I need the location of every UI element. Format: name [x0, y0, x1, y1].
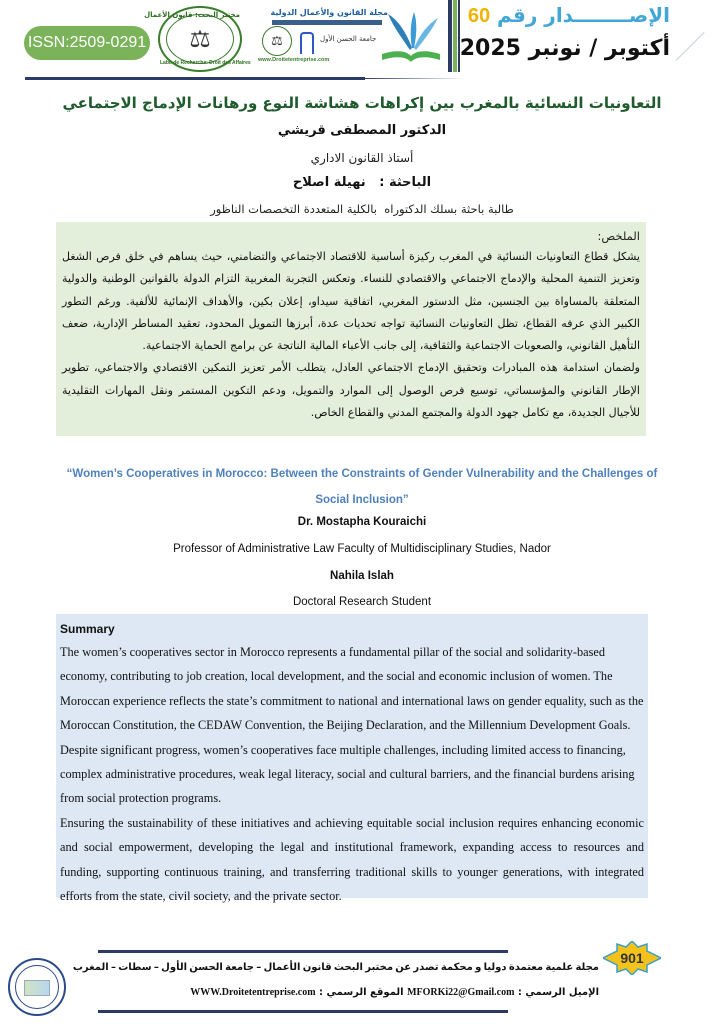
- research-lab-seal: [144, 6, 251, 72]
- header-divider-navy: [448, 0, 452, 72]
- arabic-researcher-name: الباحثة : نهيلة اصلاح: [292, 175, 432, 190]
- footer-email-label: الإميل الرسمي :: [517, 987, 599, 998]
- header-rule: [25, 77, 365, 80]
- english-researcher-affiliation: Doctoral Research Student: [292, 596, 432, 608]
- university-emblem-icon: [300, 32, 314, 54]
- university-name: جامعة الحسن الأول: [320, 35, 377, 43]
- open-book-icon: [380, 10, 442, 66]
- arabic-abstract-paragraph: ولضمان استدامة هذه المبادرات وتحقيق الإدماج الاجتماعي العادل، يتطلب الأمر تعزيز التمكين الاقتصادي والاجتماعي، تطوير الإطار القانوني والمؤسساتي، توسيع فرص الوصول إلى الموارد والتمويل، ودعم التكوين المستمر ونقل المهارات التقليدية للأجيال الجديدة، مع تكامل جهود الدولة والمجتمع المدني والقطاع الخاص.: [62, 361, 640, 420]
- header-rule-fade: [365, 78, 465, 79]
- english-summary-paragraph: Ensuring the sustainability of these initiatives and achieving equitable social inclusion requires enhancing economic and social empowerment, developing the legal and institutional framework, expanding access to resources and funding, supporting continuous training, and transferring traditional skills to younger generations, with integrated efforts from the state, civil society, and the private sector.: [60, 815, 644, 904]
- arabic-abstract-paragraph: يشكل قطاع التعاونيات النسائية في المغرب ركيزة أساسية للاقتصاد الاجتماعي والتضامني، حيث يساهم في خلق فرص الشغل وتعزيز التنمية المحلية والإدماج الاجتماعي والاقتصادي للنساء. وتعكس التجربة المغربية التزام الدولة بالقوانين الوطنية والدولية المتعلقة بالمساواة بين الجنسين، مثل الدستور المغربي، اتفاقية سيداو، إعلان بكين، والأهداف الإنمائية للألفية. ورغم التطور الكبير الذي عرفه القطاع، تظل التعاونيات النسائية تواجه تحديات عدة، أبرزها التمويل المحدود، تعقيد المساطر الإدارية، ضعف التأهيل القانوني، والصعوبات الاجتماعية والثقافية، إلى جانب الأعباء المالية الناتجة عن برامج الحماية الاجتماعية.: [62, 250, 640, 353]
- issue-number: 60: [467, 5, 491, 27]
- footer-journal-description: مجلة علمية معتمدة دوليا و محكمة تصدر عن مختبر البحث قانون الأعمال – جامعة الحسن الأول – سطات – المغرب: [72, 962, 599, 973]
- footer-contact-line: [190, 986, 599, 1000]
- seal-bottom-text: Labo de Recherche: Droit des Affaires: [160, 60, 251, 66]
- footer-rule-top: [98, 950, 508, 953]
- footer-website-link[interactable]: WWW.Droitetentreprise.com: [190, 987, 316, 998]
- footer-round-seal: [8, 958, 66, 1016]
- journal-logo-bar: [272, 20, 382, 25]
- scales-of-justice-icon: ⚖: [189, 25, 211, 53]
- english-summary-paragraph: The women’s cooperatives sector in Morocco represents a fundamental pillar of the social and solidarity-based economy, contributing to job creation, local development, and the social and economic inclusion of women. The Moroccan experience reflects the state’s commitment to national and international laws on gender equality, such as the Moroccan Constitution, the CEDAW Convention, the Beijing Declaration, and the Millennium Development Goals. Despite significant progress, women’s cooperatives face multiple challenges, including limited access to financing, complex administrative procedures, weak legal literacy, social and cultural barriers, and the financial burdens arising from social protection programs.: [60, 645, 644, 806]
- arabic-abstract-box: [56, 222, 646, 436]
- book-leaf-1: [388, 14, 412, 50]
- english-article-title: “Women’s Cooperatives in Morocco: Between the Constraints of Gender Vulnerability and the Challenges of Social Inclusion”: [66, 468, 658, 506]
- arabic-author-name: الدكتور المصطفى قريشي: [277, 123, 447, 138]
- journal-logo-title: مجلة القانون والأعمال الدولية: [270, 8, 388, 17]
- arabic-article-title: التعاونيات النسائية بالمغرب بين إكراهات هشاشة النوع ورهانات الإدماج الاجتماعي: [62, 94, 662, 112]
- decorative-diagonal-line: [676, 32, 705, 61]
- book-leaf-2: [411, 12, 417, 48]
- mini-scales-seal-icon: ⚖: [262, 26, 292, 56]
- english-summary-box: [56, 614, 648, 904]
- journal-logo: [256, 6, 446, 70]
- issue-date: أكتوبر / نونبر 2025: [459, 36, 670, 61]
- issue-label-text: الإصــــــــدار رقم: [497, 3, 670, 27]
- footer-rule-bottom: [98, 1010, 508, 1013]
- footer-website-label: الموقع الرسمي :: [319, 987, 404, 998]
- journal-logo-url: www.Droitetentreprise.com: [258, 57, 330, 63]
- arabic-author-affiliation: أستاذ القانون الاداري: [310, 151, 414, 165]
- book-pages: [382, 51, 440, 62]
- page-number: 901: [620, 950, 644, 966]
- footer-email[interactable]: MFORKi22@Gmail.com: [407, 987, 515, 998]
- header-divider-green: [453, 0, 457, 72]
- page-number-badge: [603, 941, 661, 975]
- english-author-name: Dr. Mostapha Kouraichi: [297, 516, 427, 528]
- issn-badge: ISSN:2509-0291: [24, 26, 150, 60]
- english-researcher-name: Nahila Islah: [330, 570, 394, 582]
- arabic-abstract-heading: الملخص:: [597, 229, 640, 243]
- book-leaf-3: [414, 18, 438, 50]
- arabic-researcher-affiliation: طالبة باحثة بسلك الدكتوراه بالكلية المتعددة التخصصات الناظور: [210, 202, 514, 216]
- issue-label: [467, 2, 670, 29]
- seal-top-text: مختبر البحث: قانون الأعمال: [144, 11, 240, 19]
- english-author-affiliation: Professor of Administrative Law Faculty of Multidisciplinary Studies, Nador: [173, 543, 551, 555]
- seal-inner-logo: [24, 980, 50, 996]
- english-summary-heading: Summary: [60, 622, 115, 636]
